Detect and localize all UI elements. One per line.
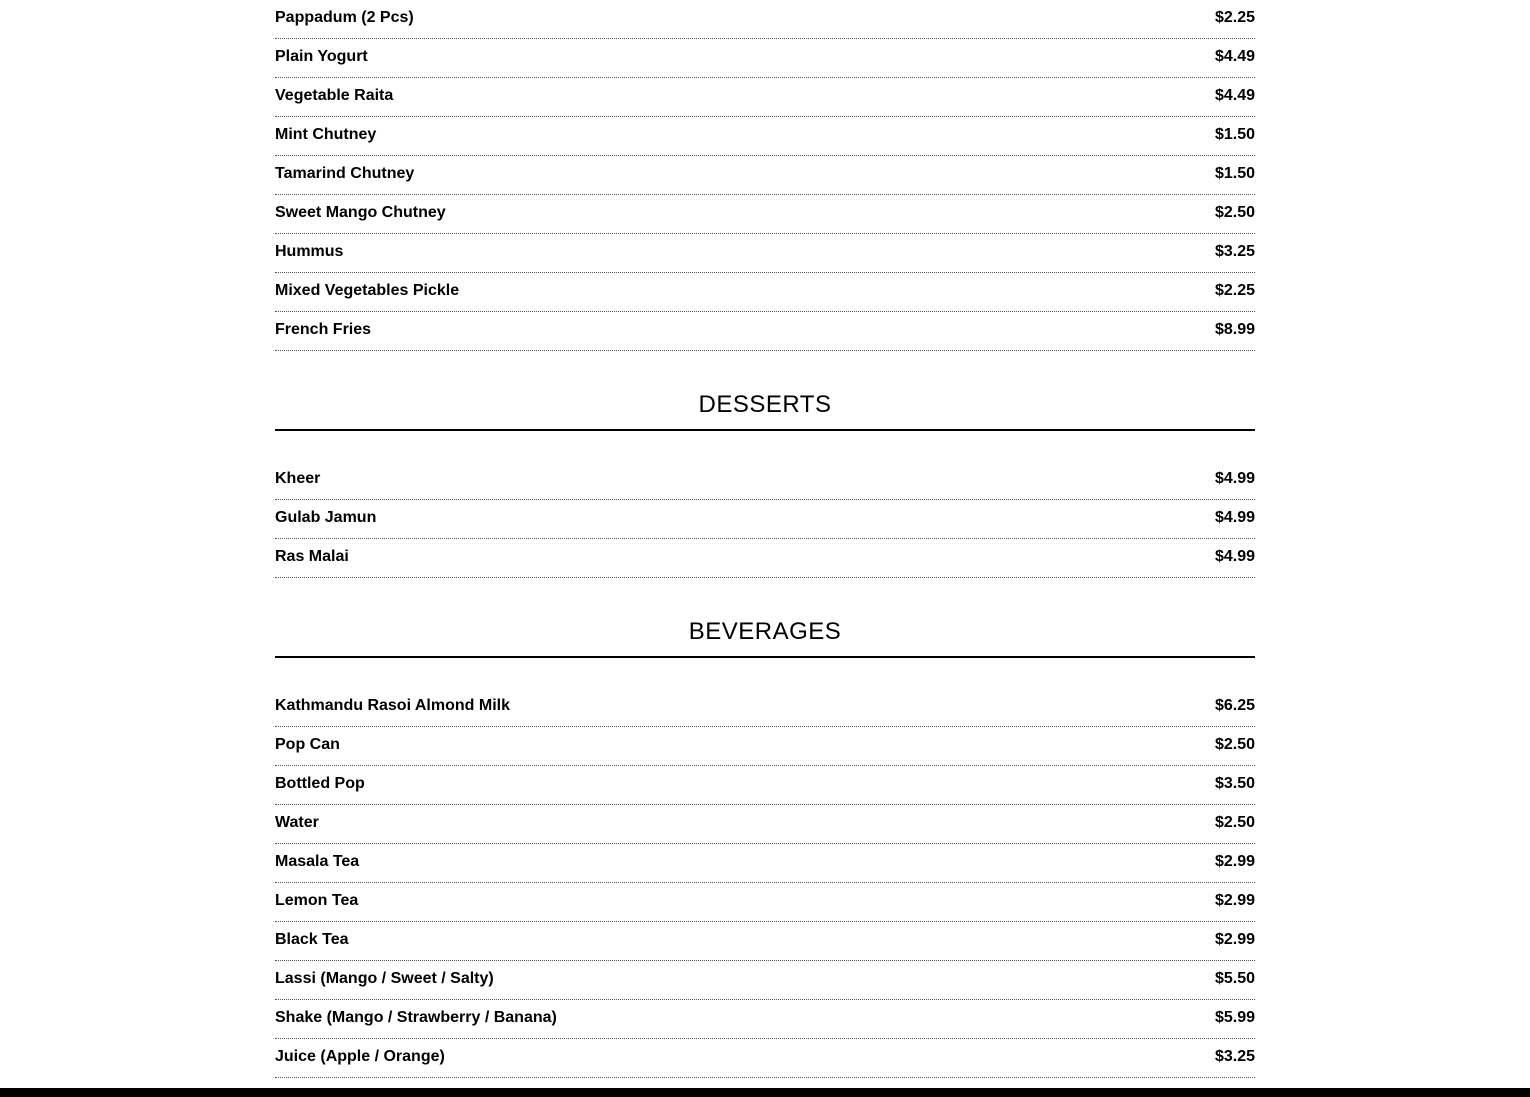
item-price: $2.99 <box>1214 853 1255 870</box>
item-name: Ras Malai <box>275 548 349 565</box>
item-price: $4.99 <box>1214 548 1255 565</box>
item-price: $3.25 <box>1214 1048 1255 1065</box>
menu-item <box>275 195 1255 234</box>
section-title-beverages: BEVERAGES <box>275 618 1255 658</box>
item-name: Plain Yogurt <box>275 48 368 65</box>
item-name: Kheer <box>275 470 321 487</box>
item-name: Water <box>275 814 319 831</box>
item-price: $2.25 <box>1214 9 1255 26</box>
item-name: Shake (Mango / Strawberry / Banana) <box>275 1009 557 1026</box>
menu-item <box>275 539 1255 578</box>
item-name: Pappadum (2 Pcs) <box>275 9 414 26</box>
menu-item <box>275 922 1255 961</box>
item-price: $2.25 <box>1214 282 1255 299</box>
item-price: $5.99 <box>1214 1009 1255 1026</box>
item-name: Mixed Vegetables Pickle <box>275 282 460 299</box>
item-price: $2.50 <box>1214 204 1255 221</box>
footer-bar <box>0 1088 1530 1097</box>
desserts-section <box>275 391 1255 578</box>
item-price: $4.49 <box>1214 87 1255 104</box>
item-name: Bottled Pop <box>275 775 365 792</box>
item-price: $4.99 <box>1214 509 1255 526</box>
item-price: $3.50 <box>1214 775 1255 792</box>
item-name: Lemon Tea <box>275 892 359 909</box>
desserts-list <box>275 461 1255 578</box>
sides-list <box>275 0 1255 351</box>
menu-item <box>275 78 1255 117</box>
item-price: $4.49 <box>1214 48 1255 65</box>
menu-item <box>275 727 1255 766</box>
menu-item <box>275 461 1255 500</box>
menu-item <box>275 1039 1255 1078</box>
menu-item <box>275 883 1255 922</box>
item-price: $6.25 <box>1214 697 1255 714</box>
menu-item <box>275 961 1255 1000</box>
item-name: Black Tea <box>275 931 349 948</box>
item-price: $3.25 <box>1214 243 1255 260</box>
item-name: Sweet Mango Chutney <box>275 204 446 221</box>
menu-item <box>275 844 1255 883</box>
menu-item <box>275 0 1255 39</box>
item-price: $2.50 <box>1214 736 1255 753</box>
item-name: Juice (Apple / Orange) <box>275 1048 445 1065</box>
item-price: $8.99 <box>1214 321 1255 338</box>
item-price: $2.99 <box>1214 892 1255 909</box>
item-price: $5.50 <box>1214 970 1255 987</box>
item-name: Pop Can <box>275 736 340 753</box>
item-price: $1.50 <box>1214 165 1255 182</box>
item-name: Kathmandu Rasoi Almond Milk <box>275 697 510 714</box>
beverages-list <box>275 688 1255 1078</box>
item-price: $2.50 <box>1214 814 1255 831</box>
beverages-section <box>275 618 1255 1078</box>
menu-item <box>275 273 1255 312</box>
item-name: Tamarind Chutney <box>275 165 415 182</box>
menu-list <box>275 0 1255 1078</box>
item-name: Vegetable Raita <box>275 87 394 104</box>
menu-item <box>275 805 1255 844</box>
menu-item <box>275 688 1255 727</box>
item-name: Mint Chutney <box>275 126 377 143</box>
menu-item <box>275 39 1255 78</box>
menu-item <box>275 1000 1255 1039</box>
menu-item <box>275 312 1255 351</box>
item-price: $1.50 <box>1214 126 1255 143</box>
menu-item <box>275 117 1255 156</box>
menu-item <box>275 156 1255 195</box>
item-name: Hummus <box>275 243 344 260</box>
item-price: $2.99 <box>1214 931 1255 948</box>
item-name: French Fries <box>275 321 372 338</box>
item-name: Gulab Jamun <box>275 509 377 526</box>
menu-item <box>275 766 1255 805</box>
item-price: $4.99 <box>1214 470 1255 487</box>
item-name: Masala Tea <box>275 853 360 870</box>
item-name: Lassi (Mango / Sweet / Salty) <box>275 970 494 987</box>
menu-item <box>275 234 1255 273</box>
section-title-desserts: DESSERTS <box>275 391 1255 431</box>
menu-item <box>275 500 1255 539</box>
